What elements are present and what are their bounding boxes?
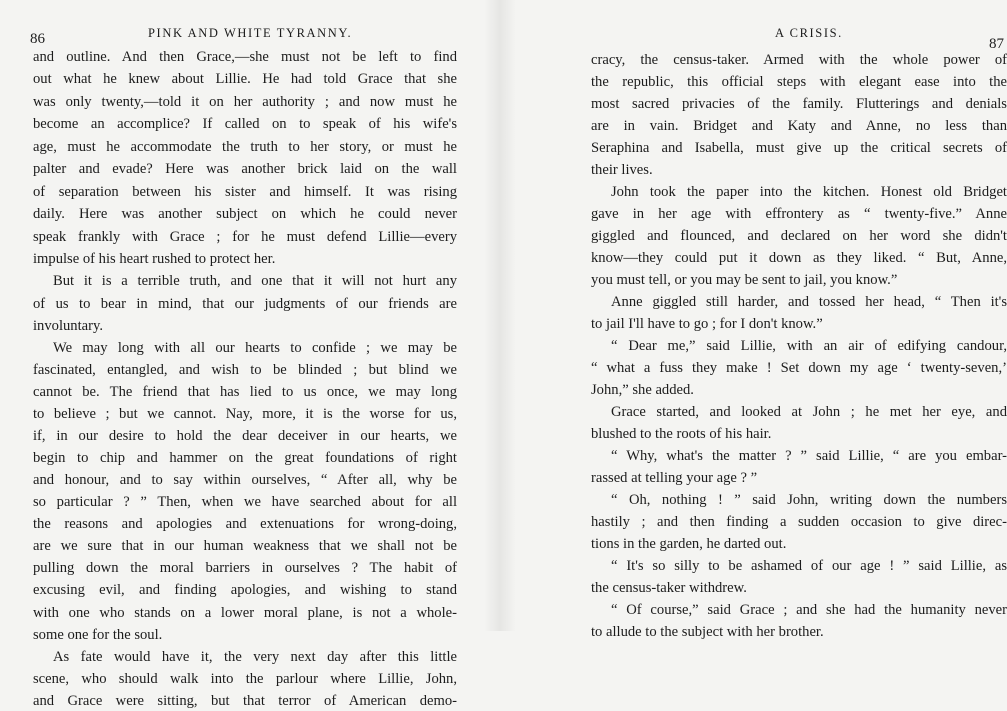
text-line: to allude to the subject with her brother. xyxy=(591,624,824,640)
text-line: the republic, this official steps with elegant ease into the xyxy=(591,74,1007,90)
text-line: Grace started, and looked at John ; he met her eye, and xyxy=(611,404,1007,420)
text-line: speak frankly with Grace ; for he must defend Lillie—every xyxy=(33,229,457,245)
text-line: some one for the soul. xyxy=(33,627,163,643)
text-line: of us to bear in mind, that our judgments of our friends are xyxy=(33,296,457,312)
text-line: of separation between his sister and himself. It was rising xyxy=(33,184,457,200)
text-line: Seraphina and Isabella, must give up the critical secrets of xyxy=(591,140,1007,156)
text-line: the census-taker withdrew. xyxy=(591,580,747,596)
text-line: hastily ; and then finding a sudden occasion to give direc- xyxy=(591,514,1007,530)
text-line: excusing evil, and finding apologies, and wishing to stand xyxy=(33,582,457,598)
text-line: and outline. And then Grace,—she must not be left to find xyxy=(33,49,457,65)
text-line: with one who stands on a lower moral plane, is not a whole- xyxy=(33,605,457,621)
text-line: was only twenty,—told it on her authority ; and now must he xyxy=(33,94,457,110)
text-line: to jail I'll have to go ; for I don't know.” xyxy=(591,316,823,332)
text-line: pulling down the moral barriers in ourselves ? The habit of xyxy=(33,560,457,576)
left-running-head: PINK AND WHITE TYRANNY. xyxy=(148,26,353,40)
text-line: “ Of course,” said Grace ; and she had the humanity never xyxy=(611,602,1007,618)
text-line: “ Oh, nothing ! ” said John, writing down the numbers xyxy=(611,492,1007,508)
text-line: fascinated, entangled, and wish to be blinded ; but blind we xyxy=(33,362,457,378)
text-line: blushed to the roots of his hair. xyxy=(591,426,772,442)
text-line: begin to chip and hammer on the great foundations of right xyxy=(33,450,457,466)
text-line: John took the paper into the kitchen. Honest old Bridget xyxy=(611,184,1007,200)
text-line: and honour, and to say within ourselves, “ After all, why be xyxy=(33,472,457,488)
text-line: are we sure that in our human weakness that we shall not be xyxy=(33,538,457,554)
text-line: are in vain. Bridget and Katy and Anne, no less than xyxy=(591,118,1007,134)
text-line: cracy, the census-taker. Armed with the whole power of xyxy=(591,52,1007,68)
text-line: rassed at telling your age ? ” xyxy=(591,470,758,486)
text-line: But it is a terrible truth, and one that it will not hurt any xyxy=(53,273,457,289)
text-line: As fate would have it, the very next day after this little xyxy=(53,649,457,665)
text-line: Anne giggled still harder, and tossed her head, “ Then it's xyxy=(611,294,1007,310)
text-line: John,” she added. xyxy=(591,382,694,398)
text-line: gave in her age with effrontery as “ twenty-five.” Anne xyxy=(591,206,1007,222)
text-line: “ It's so silly to be ashamed of our age ! ” said Lillie, as xyxy=(611,558,1007,574)
text-line: daily. Here was another subject on which he could never xyxy=(33,206,457,222)
text-line: to believe ; but we cannot. Nay, more, it is the worse for us, xyxy=(33,406,457,422)
right-page-number: 87 xyxy=(989,36,1004,52)
text-line: involuntary. xyxy=(33,318,103,334)
text-line: the reasons and apologies and extenuations for wrong-doing, xyxy=(33,516,457,532)
text-line: tions in the garden, he darted out. xyxy=(591,536,787,552)
left-page-number: 86 xyxy=(30,31,45,47)
text-line: “ Why, what's the matter ? ” said Lillie, “ are you embar- xyxy=(611,448,1007,464)
text-line: out what he knew about Lillie. He had told Grace that she xyxy=(33,71,457,87)
right-page xyxy=(500,0,1007,640)
text-line: giggled and flounced, and declared on her word she didn't xyxy=(591,228,1007,244)
text-line: know—they could put it down as they liked. “ But, Anne, xyxy=(591,250,1007,266)
right-running-head: A CRISIS. xyxy=(775,26,843,40)
text-line: scene, who should walk into the parlour where Lillie, John, xyxy=(33,671,457,687)
text-line: age, must he accommodate the truth to her story, or must he xyxy=(33,139,457,155)
text-line: cannot be. The friend that has lied to us once, we may long xyxy=(33,384,457,400)
text-line: become an accomplice? If called on to speak of his wife's xyxy=(33,116,457,132)
text-line: impulse of his heart rushed to protect her. xyxy=(33,251,276,267)
left-page xyxy=(0,0,500,709)
text-line: and Grace were sitting, but that terror of American demo- xyxy=(33,693,457,709)
text-line: so particular ? ” Then, when we have searched about for all xyxy=(33,494,457,510)
text-line: We may long with all our hearts to confide ; we may be xyxy=(53,340,457,356)
text-line: most sacred privacies of the family. Flutterings and denials xyxy=(591,96,1007,112)
text-line: you must tell, or you may be sent to jail, you know.” xyxy=(591,272,898,288)
text-line: “ Dear me,” said Lillie, with an air of edifying candour, xyxy=(611,338,1007,354)
text-line: their lives. xyxy=(591,162,653,178)
text-line: “ what a fuss they make ! Set down my age ‘ twenty-seven,’ xyxy=(591,360,1007,376)
text-line: if, in our desire to hold the dear deceiver in our hearts, we xyxy=(33,428,457,444)
text-line: palter and evade? Here was another brick laid on the wall xyxy=(33,161,457,177)
